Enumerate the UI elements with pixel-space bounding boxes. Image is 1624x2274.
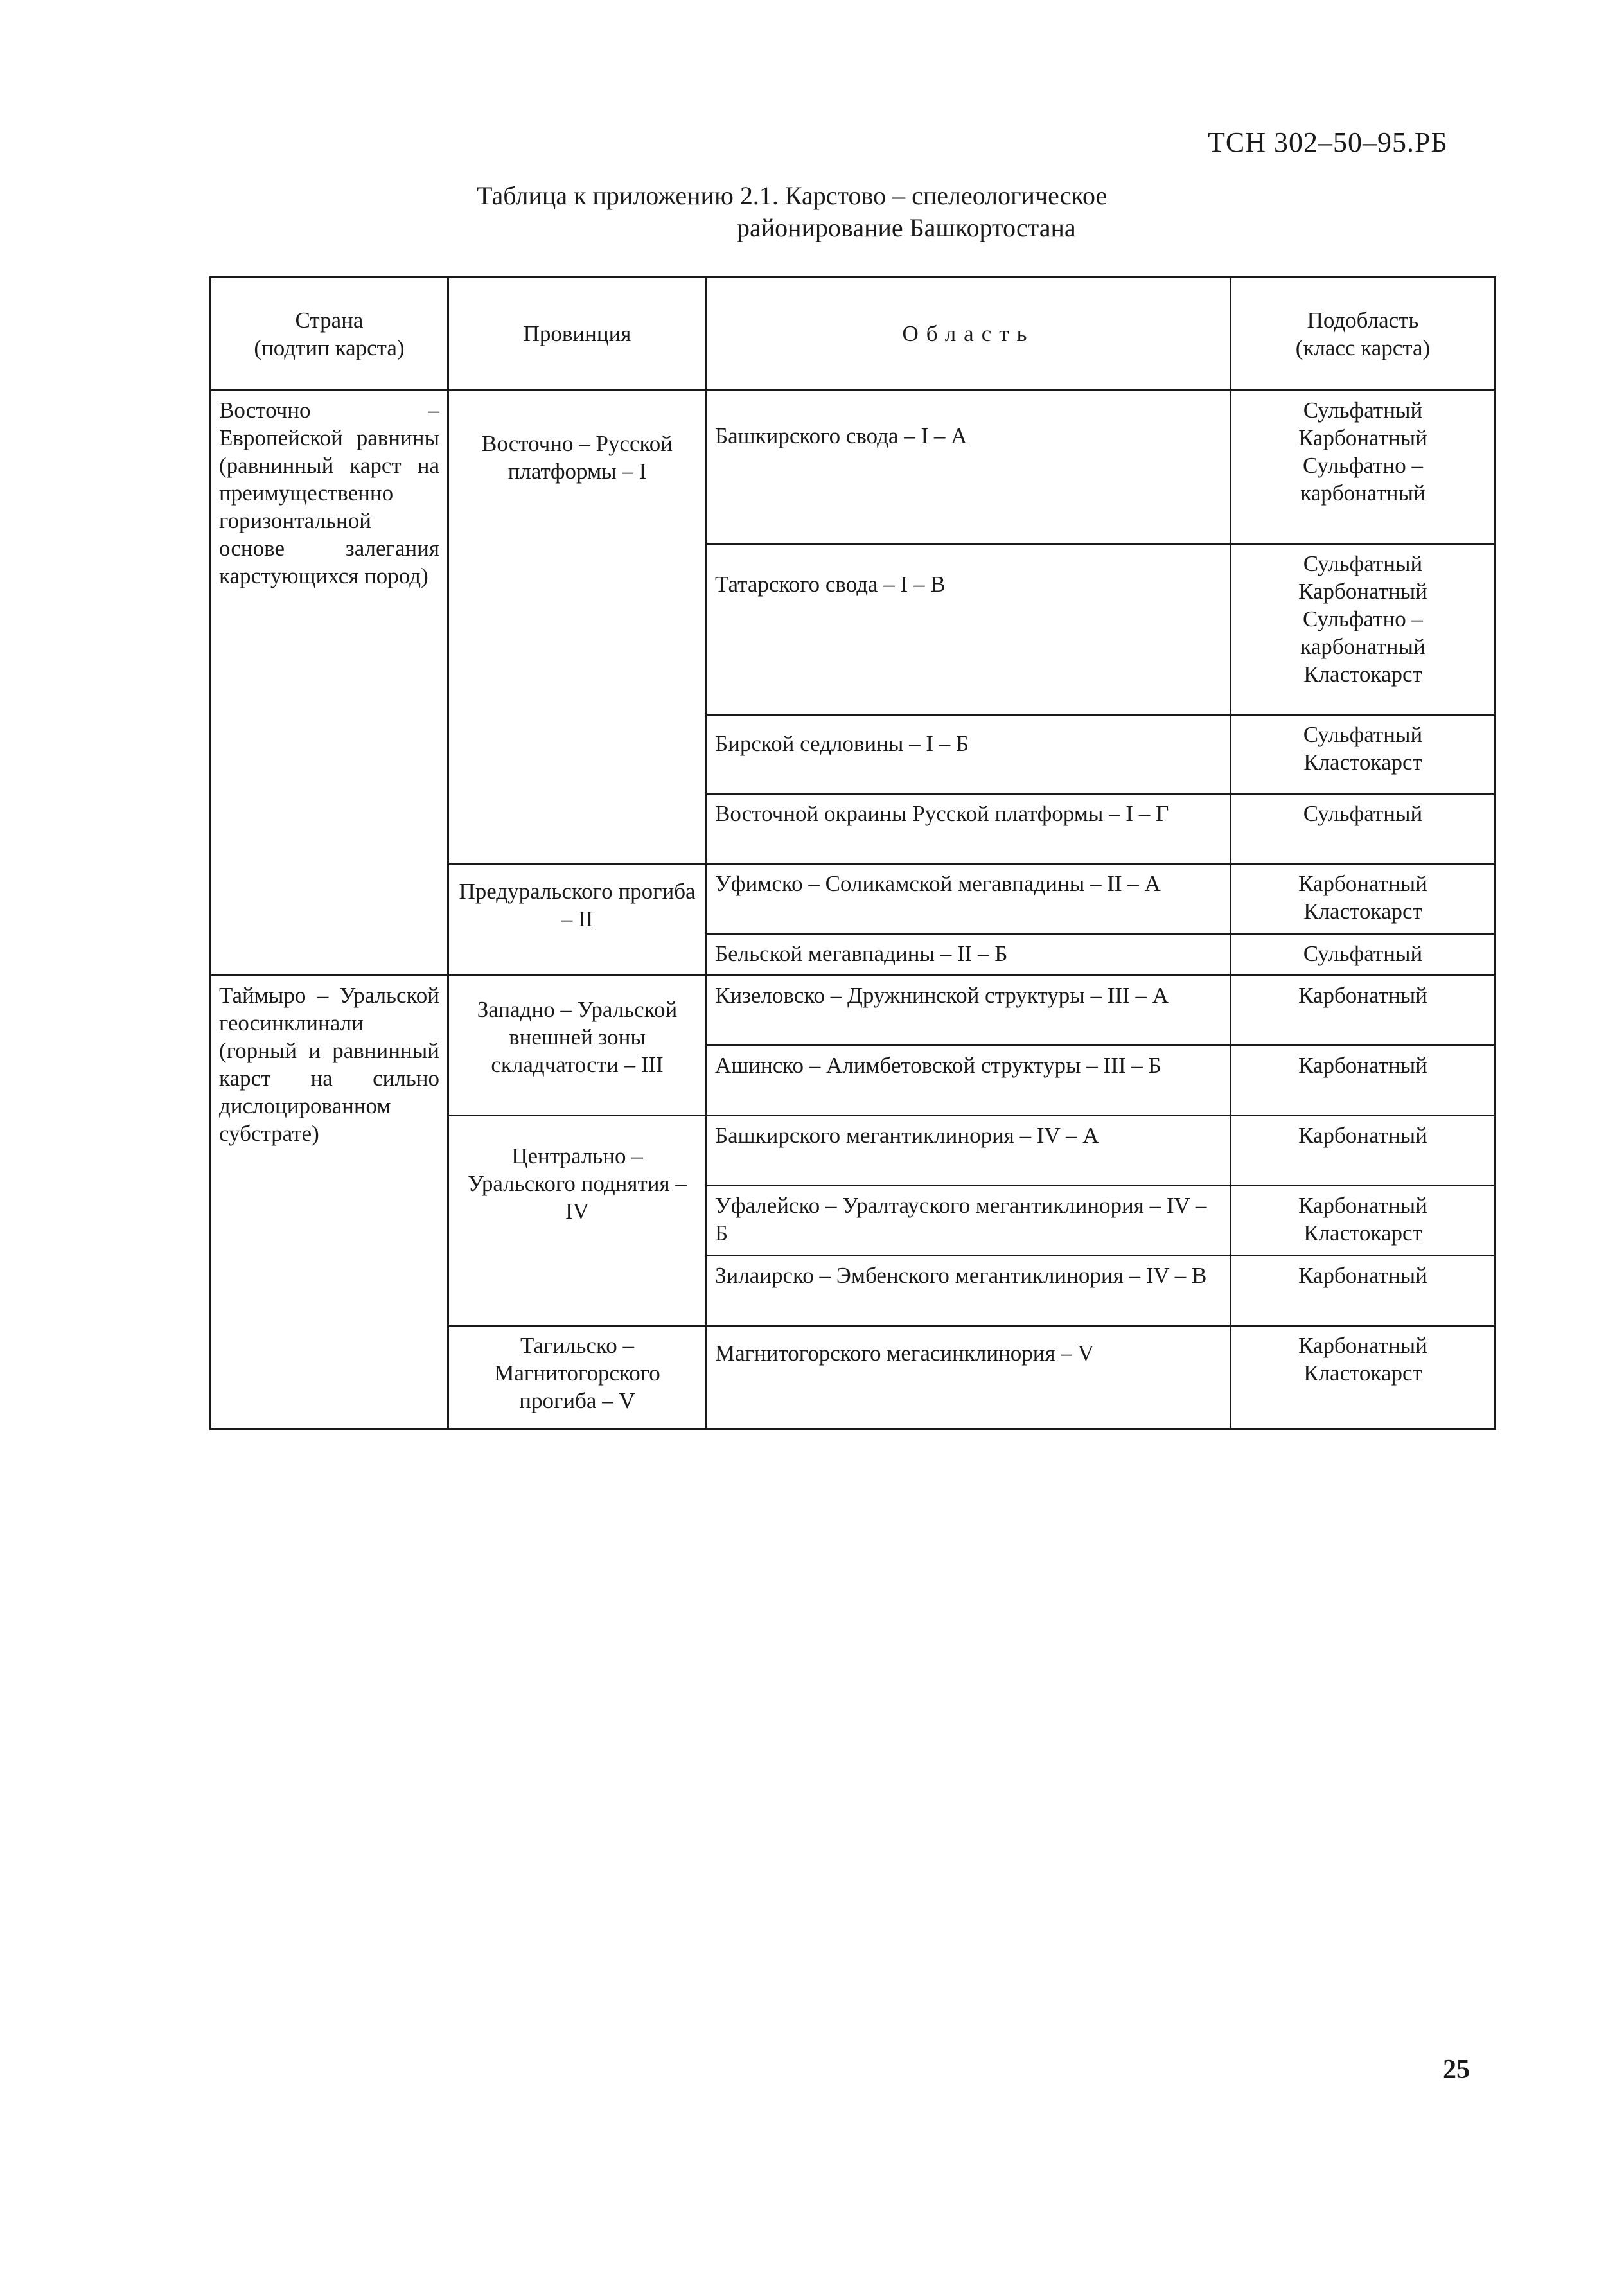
area-cell: Магнитогорского мегасинклинория – V: [707, 1326, 1231, 1429]
subarea-cell: [1231, 934, 1496, 976]
subarea-line: Сульфатно –: [1303, 606, 1423, 631]
header-country-line-1: Страна: [295, 307, 364, 333]
subarea-cell: [1231, 976, 1496, 1046]
subarea-cell: [1231, 794, 1496, 864]
subarea-line: Карбонатный: [1298, 1193, 1427, 1218]
subarea-cell: [1231, 1046, 1496, 1116]
subarea-line: карбонатный: [1300, 634, 1425, 659]
subarea-line: карбонатный: [1300, 480, 1425, 506]
table-row: [211, 976, 1496, 1046]
subarea-cell: [1231, 544, 1496, 715]
area-cell: Уфалейско – Уралтауского мегантиклинория – IV – Б: [707, 1186, 1231, 1256]
header-subarea: [1231, 278, 1496, 391]
area-cell: Зилаирско – Эмбенского мегантиклинория – IV – В: [707, 1256, 1231, 1326]
subarea-line: Карбонатный: [1298, 983, 1427, 1008]
subarea-cell: [1231, 864, 1496, 934]
province-pre-ural-trough: Предуральского прогиба – II: [448, 864, 707, 976]
table-row: [211, 391, 1496, 544]
area-cell: Уфимско – Соликамской мегавпадины – II – А: [707, 864, 1231, 934]
table-caption: [477, 180, 1312, 244]
subarea-cell: [1231, 715, 1496, 794]
subarea-line: Сульфатный: [1303, 551, 1423, 576]
subarea-line: Карбонатный: [1298, 1053, 1427, 1078]
subarea-cell: [1231, 1326, 1496, 1429]
document-code: ТСН 302–50–95.РБ: [1208, 127, 1448, 158]
subarea-cell: [1231, 1186, 1496, 1256]
country-east-european-plain: Восточно – Европейской равнины (равнинный карст на преимущественно горизонтальной основе залегания карстующихся пород): [211, 391, 448, 976]
subarea-line: Кластокарст: [1303, 662, 1422, 687]
subarea-line: Кластокарст: [1303, 899, 1422, 924]
area-cell: Бельской мегавпадины – II – Б: [707, 934, 1231, 976]
subarea-line: Сульфатный: [1303, 801, 1423, 826]
subarea-line: Карбонатный: [1298, 425, 1427, 450]
karst-zoning-table: [209, 276, 1496, 1430]
subarea-cell: [1231, 1256, 1496, 1326]
subarea-line: Карбонатный: [1298, 1263, 1427, 1288]
subarea-line: Кластокарст: [1303, 1221, 1422, 1246]
area-cell: Татарского свода – I – В: [707, 544, 1231, 715]
header-country: [211, 278, 448, 391]
subarea-line: Сульфатный: [1303, 941, 1423, 966]
country-taimyr-ural-geosyncline: Таймыро – Уральской геосинклинали (горный и равнинный карст на сильно дислоцированном субстрате): [211, 976, 448, 1429]
subarea-cell: [1231, 391, 1496, 544]
header-country-line-2: (подтип карста): [254, 335, 405, 360]
subarea-line: Сульфатный: [1303, 722, 1423, 747]
province-east-russian-platform: Восточно – Русской платформы – I: [448, 391, 707, 864]
header-subarea-line-2: (класс карста): [1295, 335, 1431, 360]
subarea-line: Сульфатный: [1303, 398, 1423, 423]
subarea-line: Карбонатный: [1298, 1333, 1427, 1358]
subarea-line: Карбонатный: [1298, 579, 1427, 604]
area-cell: Башкирского мегантиклинория – IV – А: [707, 1116, 1231, 1186]
subarea-line: Кластокарст: [1303, 1361, 1422, 1386]
subarea-line: Карбонатный: [1298, 1123, 1427, 1148]
area-cell: Ашинско – Алимбетовской структуры – III – Б: [707, 1046, 1231, 1116]
header-area: Область: [707, 278, 1231, 391]
subarea-cell: [1231, 1116, 1496, 1186]
province-central-ural-uplift: Центрально – Уральского поднятия – IV: [448, 1116, 707, 1326]
area-cell: Бирской седловины – I – Б: [707, 715, 1231, 794]
area-cell: Башкирского свода – I – А: [707, 391, 1231, 544]
area-cell: Кизеловско – Дружнинской структуры – III – А: [707, 976, 1231, 1046]
area-cell: Восточной окраины Русской платформы – I – Г: [707, 794, 1231, 864]
page-number: 25: [1443, 2055, 1470, 2084]
subarea-line: Карбонатный: [1298, 871, 1427, 896]
province-tagil-magnitogorsk-trough: Тагильско – Магнитогорского прогиба – V: [448, 1326, 707, 1429]
header-subarea-line-1: Подобласть: [1307, 307, 1419, 333]
province-west-ural-folding-zone: Западно – Уральской внешней зоны складчатости – III: [448, 976, 707, 1116]
caption-line-2: районирование Башкортостана: [737, 213, 1076, 242]
header-province: Провинция: [448, 278, 707, 391]
subarea-line: Сульфатно –: [1303, 453, 1423, 478]
caption-line-1: Таблица к приложению 2.1. Карстово – спелеологическое: [477, 181, 1108, 210]
table-header-row: [211, 278, 1496, 391]
subarea-line: Кластокарст: [1303, 750, 1422, 775]
